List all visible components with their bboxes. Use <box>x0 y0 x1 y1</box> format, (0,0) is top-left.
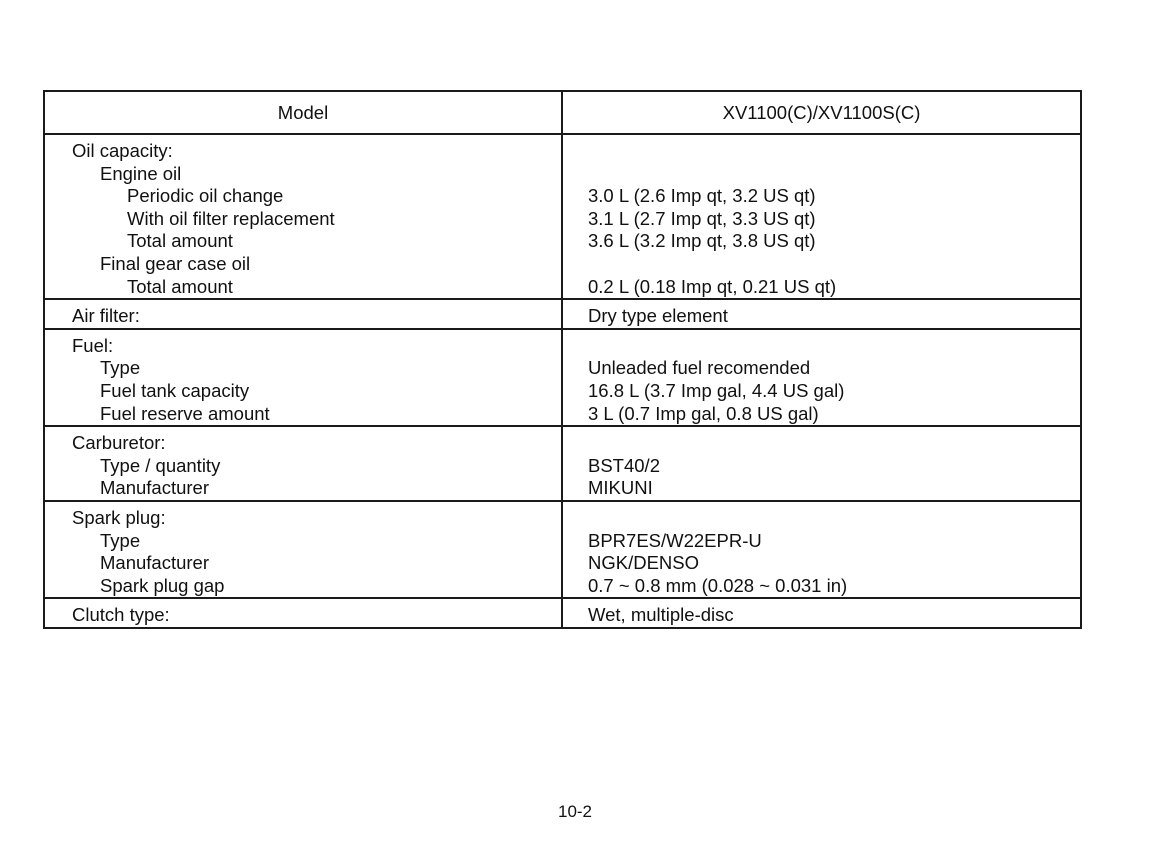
header-model-label: Model <box>44 91 562 134</box>
spec-value: BST40/2 <box>588 454 660 476</box>
spec-label-cell <box>44 426 562 501</box>
spec-label-cell <box>44 501 562 598</box>
spec-label: Manufacturer <box>100 477 209 499</box>
spec-label: Engine oil <box>100 162 182 184</box>
spec-label: Air filter: <box>72 305 140 327</box>
spec-value: BPR7ES/W22EPR-U <box>588 529 762 551</box>
spec-label: Spark plug: <box>72 506 166 528</box>
spec-label-cell <box>44 134 562 299</box>
spec-label-cell <box>44 598 562 628</box>
spec-label-cell <box>44 299 562 329</box>
spec-label: Total amount <box>127 275 233 297</box>
spec-label: Fuel tank capacity <box>100 379 250 401</box>
page-number: 10-2 <box>557 802 593 821</box>
spec-label: Oil capacity: <box>72 140 173 161</box>
spec-section <box>44 329 1081 426</box>
spec-value-cell <box>562 501 1081 598</box>
spec-label: Type <box>100 529 141 551</box>
spec-value: 3.1 L (2.7 Imp qt, 3.3 US qt) <box>588 207 816 229</box>
spec-label: With oil filter replacement <box>127 207 335 229</box>
spec-label: Final gear case oil <box>100 252 251 274</box>
spec-label: Carburetor: <box>72 432 166 454</box>
spec-value: 0.7 ~ 0.8 mm (0.028 ~ 0.031 in) <box>588 574 848 596</box>
spec-section <box>44 598 1081 628</box>
spec-value: Dry type element <box>588 305 728 327</box>
spec-value: Unleaded fuel recomended <box>588 357 811 379</box>
spec-section <box>44 299 1081 329</box>
spec-value: 0.2 L (0.18 Imp qt, 0.21 US qt) <box>588 275 837 297</box>
spec-value <box>588 335 1080 358</box>
spec-label: Type / quantity <box>100 454 221 476</box>
spec-value-cell <box>562 598 1081 628</box>
spec-value <box>588 432 1080 455</box>
spec-section <box>44 134 1081 299</box>
table-header-row <box>44 91 1081 134</box>
header-model-value: XV1100(C)/XV1100S(C) <box>562 91 1081 134</box>
spec-value: Wet, multiple-disc <box>588 604 734 626</box>
spec-value-cell <box>562 426 1081 501</box>
specifications-table <box>43 90 1082 629</box>
spec-value-cell <box>562 134 1081 299</box>
spec-value <box>588 507 1080 530</box>
spec-value <box>588 253 1080 276</box>
spec-label: Type <box>100 357 141 379</box>
spec-label: Clutch type: <box>72 604 170 626</box>
spec-value: 16.8 L (3.7 Imp gal, 4.4 US gal) <box>588 379 845 401</box>
spec-value: 3.0 L (2.6 Imp qt, 3.2 US qt) <box>588 185 816 207</box>
spec-section <box>44 426 1081 501</box>
spec-value: 3 L (0.7 Imp gal, 0.8 US gal) <box>588 402 819 424</box>
spec-label-cell <box>44 329 562 426</box>
spec-label: Spark plug gap <box>100 574 225 596</box>
spec-section <box>44 501 1081 598</box>
spec-value: MIKUNI <box>588 477 653 499</box>
spec-label: Manufacturer <box>100 552 209 574</box>
spec-value: 3.6 L (3.2 Imp qt, 3.8 US qt) <box>588 230 816 252</box>
spec-label: Fuel reserve amount <box>100 402 270 424</box>
spec-label: Periodic oil change <box>127 185 284 207</box>
spec-value <box>588 140 1080 163</box>
spec-value: NGK/DENSO <box>588 552 700 574</box>
spec-value-cell <box>562 329 1081 426</box>
spec-label: Fuel: <box>72 334 114 356</box>
spec-label: Total amount <box>127 230 233 252</box>
spec-value <box>588 163 1080 186</box>
spec-value-cell <box>562 299 1081 329</box>
